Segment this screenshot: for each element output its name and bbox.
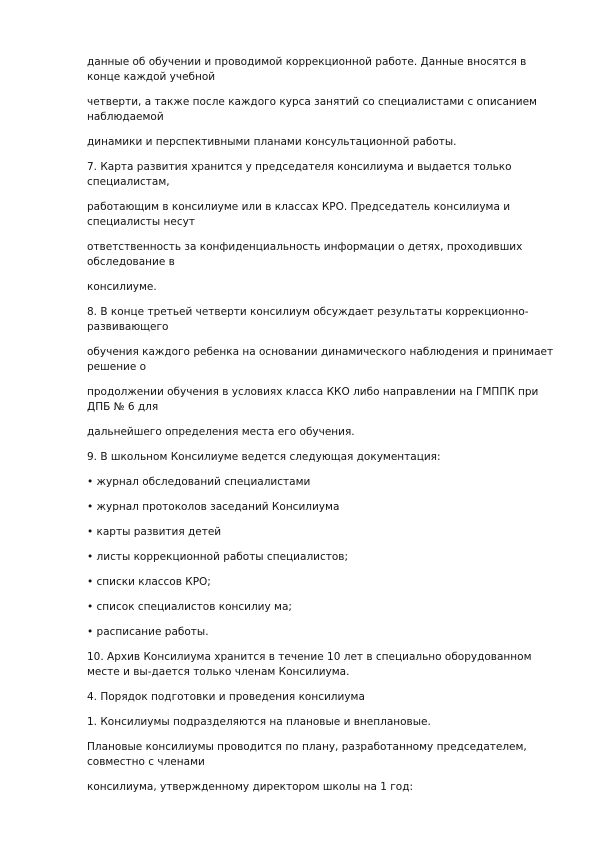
paragraph-10: продолжении обучения в условиях класса ККО либо направлении на ГМППК при ДПБ № 6 для [87, 386, 539, 413]
list-item-5: • списки классов КРО; [87, 576, 211, 588]
list-item-1: • журнал обследований специалистами [87, 476, 311, 488]
paragraph-4: 7. Карта развития хранится у председателя консилиума и выдается только специалистам, [87, 161, 512, 188]
paragraph-8: 8. В конце третьей четверти консилиум обсуждает результаты коррекционно-развивающего [87, 306, 529, 333]
paragraph-14: 1. Консилиумы подразделяются на плановые и внеплановые. [87, 716, 431, 728]
paragraph-7: консилиуме. [87, 281, 157, 293]
list-item-2: • журнал протоколов заседаний Консилиума [87, 501, 340, 513]
paragraph-9: обучения каждого ребенка на основании динамического наблюдения и принимает решение о [87, 346, 554, 373]
paragraph-5: работающим в консилиуме или в классах КРО. Председатель консилиума и специалисты несут [87, 201, 511, 228]
paragraph-16: консилиума, утвержденному директором школы на 1 год: [87, 781, 414, 793]
list-item-4: • листы коррекционной работы специалистов; [87, 551, 349, 563]
list-item-7: • расписание работы. [87, 626, 209, 638]
paragraph-3: динамики и перспективными планами консультационной работы. [87, 136, 457, 148]
paragraph-11: дальнейшего определения места его обучения. [87, 426, 355, 438]
list-item-6: • список специалистов консилиу ма; [87, 601, 292, 613]
paragraph-12: 9. В школьном Консилиуме ведется следующая документация: [87, 451, 441, 463]
paragraph-6: ответственность за конфиденциальность информации о детях, проходивших обследование в [87, 241, 523, 268]
paragraph-2: четверти, а также после каждого курса занятий со специалистами с описанием наблюдаемой [87, 96, 537, 123]
document-body [87, 55, 557, 805]
paragraph-1: данные об обучении и проводимой коррекционной работе. Данные вносятся в конце каждой учебной [87, 56, 527, 83]
paragraph-13: 10. Архив Консилиума хранится в течение 10 лет в специально оборудованном месте и вы-дается только членам Консилиума. [87, 651, 532, 678]
paragraph-15: Плановые консилиумы проводится по плану, разработанному председателем, совместно с членами [87, 741, 527, 768]
list-item-3: • карты развития детей [87, 526, 222, 538]
section-heading: 4. Порядок подготовки и проведения консилиума [87, 691, 365, 703]
